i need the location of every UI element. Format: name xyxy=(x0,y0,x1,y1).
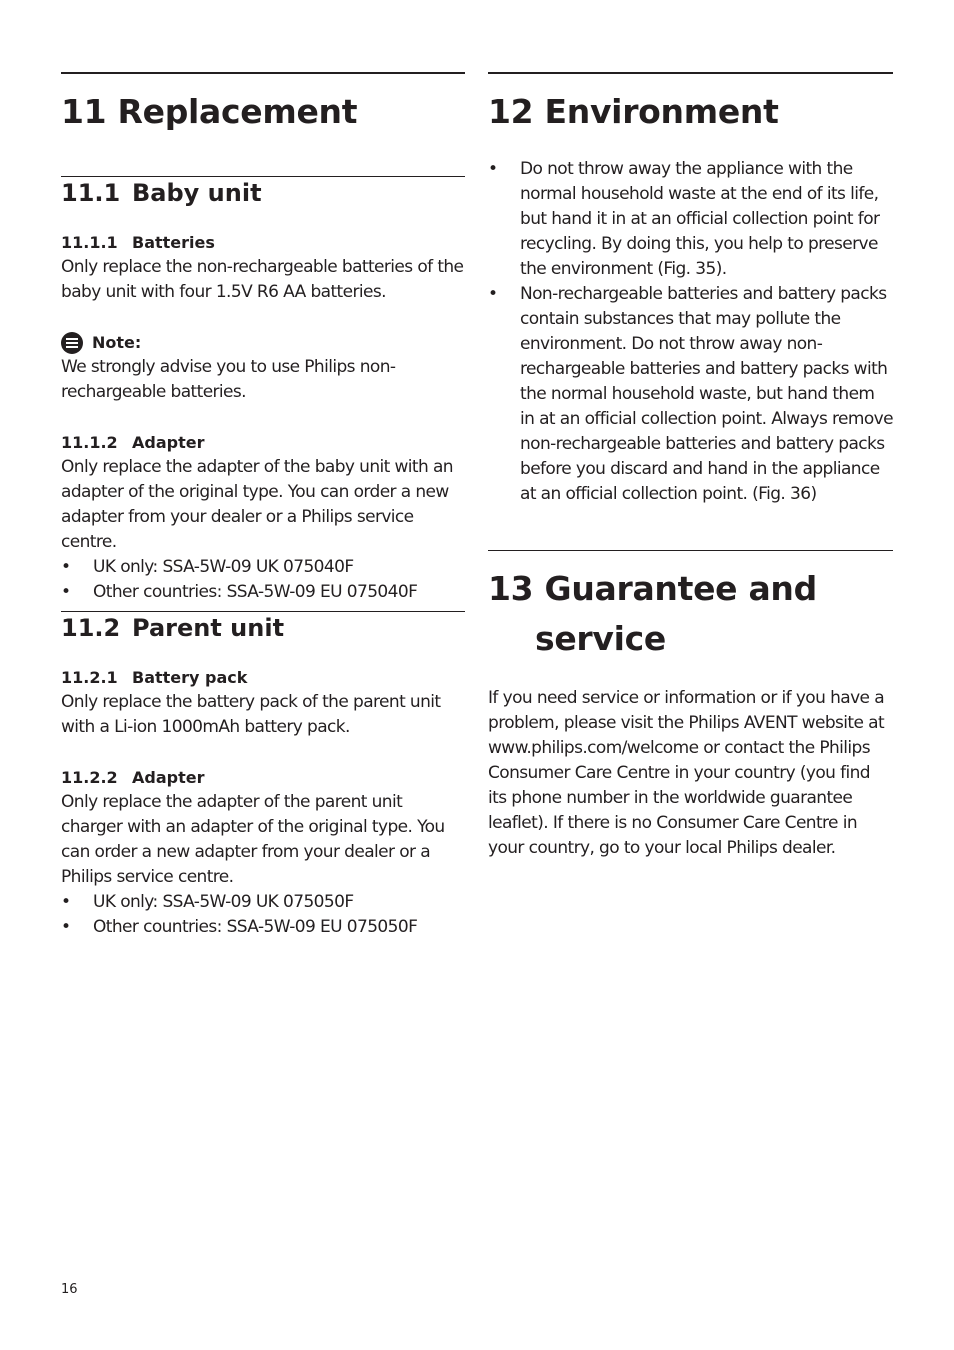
section-number: 12 xyxy=(488,92,534,131)
batteries-text: Only replace the non-rechargeable batteries of the baby unit with four 1.5V R6 AA batteries. xyxy=(61,257,464,302)
subsubsection-title: Adapter xyxy=(132,768,205,787)
subsubsection-title: Adapter xyxy=(132,433,205,452)
section-divider xyxy=(488,72,893,74)
list-item xyxy=(61,555,465,580)
bullet-icon: • xyxy=(61,557,71,577)
subsection-number: 11.2 xyxy=(61,614,121,642)
subsection-number: 11.1 xyxy=(61,179,121,207)
section-12-heading xyxy=(488,87,893,137)
bullet-icon: • xyxy=(61,582,71,602)
section-divider xyxy=(488,550,893,551)
subsubsection-number: 11.2.1 xyxy=(61,668,118,687)
note-heading xyxy=(61,330,465,355)
section-divider xyxy=(61,72,465,74)
parent-adapter-list xyxy=(61,890,465,940)
list-item xyxy=(488,282,893,507)
section-title: Environment xyxy=(544,92,779,131)
bullet-icon: • xyxy=(488,284,498,304)
subsection-title: Parent unit xyxy=(132,614,285,642)
subsection-title: Baby unit xyxy=(132,179,262,207)
guarantee-text: If you need service or information or if you have a problem, please visit the Philips AVENT website at www.philips.com/welcome or contact the Philips Consumer Care Centre in your country (you find its phone number in the worldwide guarantee leaflet). If there is no Consumer Care Centre in your country, go to your local Philips dealer. xyxy=(488,688,885,858)
list-item-text: Other countries: SSA-5W-09 EU 075040F xyxy=(93,582,418,602)
subsection-divider xyxy=(61,611,465,612)
section-13-heading xyxy=(488,564,893,664)
subsubsection-11-1-2-heading xyxy=(61,430,465,455)
left-column xyxy=(61,72,465,940)
bullet-icon: • xyxy=(61,917,71,937)
battery-pack-text: Only replace the battery pack of the parent unit with a Li-ion 1000mAh battery pack. xyxy=(61,692,441,737)
section-number: 13 xyxy=(488,569,534,608)
section-number: 11 xyxy=(61,92,107,131)
list-item xyxy=(61,915,465,940)
list-item xyxy=(61,580,465,605)
note-icon xyxy=(61,332,83,354)
subsubsection-11-2-1-heading xyxy=(61,665,465,690)
page-number: 16 xyxy=(61,1282,78,1297)
subsubsection-11-1-1-heading xyxy=(61,230,465,255)
parent-adapter-text: Only replace the adapter of the parent unit charger with an adapter of the original type. You can order a new adapter from your dealer or a Philips service centre. xyxy=(61,792,445,887)
subsection-11-2-heading xyxy=(61,613,465,643)
subsubsection-title: Batteries xyxy=(132,233,215,252)
list-item-text: UK only: SSA-5W-09 UK 075040F xyxy=(93,557,354,577)
list-item xyxy=(488,157,893,282)
subsubsection-title: Battery pack xyxy=(132,668,248,687)
baby-adapter-list xyxy=(61,555,465,605)
section-11-heading xyxy=(61,87,465,137)
subsection-divider xyxy=(61,176,465,177)
list-item xyxy=(61,890,465,915)
bullet-icon: • xyxy=(61,892,71,912)
list-item-text: Non-rechargeable batteries and battery packs contain substances that may pollute the environment. Do not throw away non-rechargeable batteries and battery packs with the normal household waste, but hand them in at an official collection point. Always remove non-rechargeable batteries and battery packs before you discard and hand in the appliance at an official collection point. (Fig. 36) xyxy=(520,284,893,504)
environment-list xyxy=(488,157,893,507)
note-text: We strongly advise you to use Philips non-rechargeable batteries. xyxy=(61,357,396,402)
section-title: Replacement xyxy=(117,92,358,131)
section-title-line2: service xyxy=(535,619,666,658)
subsubsection-number: 11.2.2 xyxy=(61,768,118,787)
baby-adapter-text: Only replace the adapter of the baby unit with an adapter of the original type. You can order a new adapter from your dealer or a Philips service centre. xyxy=(61,457,453,552)
right-column xyxy=(488,72,893,861)
subsubsection-11-2-2-heading xyxy=(61,765,465,790)
list-item-text: UK only: SSA-5W-09 UK 075050F xyxy=(93,892,354,912)
section-title-line1: Guarantee and xyxy=(544,569,817,608)
bullet-icon: • xyxy=(488,159,498,179)
subsection-11-1-heading xyxy=(61,178,465,208)
list-item-text: Do not throw away the appliance with the normal household waste at the end of its life, but hand it in at an official collection point for recycling. By doing this, you help to preserve the environment (Fig. 35). xyxy=(520,159,880,279)
list-item-text: Other countries: SSA-5W-09 EU 075050F xyxy=(93,917,418,937)
subsubsection-number: 11.1.1 xyxy=(61,233,118,252)
note-label: Note: xyxy=(92,333,142,352)
subsubsection-number: 11.1.2 xyxy=(61,433,118,452)
